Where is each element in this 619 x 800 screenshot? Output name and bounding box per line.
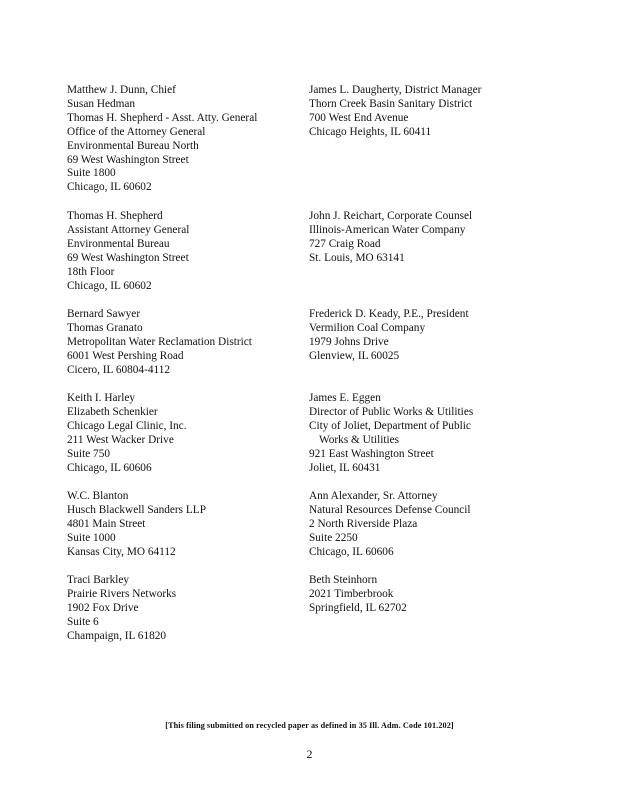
address-block xyxy=(309,490,569,560)
address-line: Glenview, IL 60025 xyxy=(309,349,400,362)
address-line: Suite 6 xyxy=(67,615,99,628)
address-line: James L. Daugherty, District Manager xyxy=(309,84,482,96)
address-line: Susan Hedman xyxy=(67,97,136,110)
address-block xyxy=(309,84,569,140)
address-line: Chicago, IL 60606 xyxy=(67,461,152,474)
address-line: Environmental Bureau xyxy=(67,237,170,250)
address-line: Office of the Attorney General xyxy=(67,125,206,138)
address-line: Metropolitan Water Reclamation District xyxy=(67,335,252,348)
address-line: City of Joliet, Department of Public xyxy=(309,419,471,432)
address-line: Beth Steinhorn xyxy=(309,574,378,586)
address-line: Kansas City, MO 64112 xyxy=(67,545,176,558)
address-line: Thomas Granato xyxy=(67,321,143,334)
address-line: Joliet, IL 60431 xyxy=(309,461,381,474)
address-line: Chicago Legal Clinic, Inc. xyxy=(67,419,187,432)
address-line: James E. Eggen xyxy=(309,392,381,404)
address-block xyxy=(67,574,327,644)
address-line: Suite 1800 xyxy=(67,167,116,180)
address-line: 1979 Johns Drive xyxy=(309,335,389,348)
address-line: Thomas H. Shepherd xyxy=(67,210,163,222)
recycled-paper-note: [This filing submitted on recycled paper as defined in 35 Ill. Adm. Code 101.202] xyxy=(165,721,454,730)
address-line: Suite 750 xyxy=(67,447,110,460)
address-block xyxy=(309,308,569,364)
address-block xyxy=(309,392,569,475)
address-block xyxy=(309,210,569,266)
address-line: Keith I. Harley xyxy=(67,392,136,404)
address-line: Husch Blackwell Sanders LLP xyxy=(67,503,206,516)
address-line: Bernard Sawyer xyxy=(67,308,141,320)
address-line: Thomas H. Shepherd - Asst. Atty. General xyxy=(67,111,258,124)
address-line: 921 East Washington Street xyxy=(309,447,434,460)
page-number: 2 xyxy=(306,747,313,761)
address-line: Frederick D. Keady, P.E., President xyxy=(309,308,469,320)
address-block xyxy=(67,392,327,475)
address-line: 2021 Timberbrook xyxy=(309,587,394,600)
address-line: 727 Craig Road xyxy=(309,237,381,250)
address-line: 1902 Fox Drive xyxy=(67,601,139,614)
address-line: Champaign, IL 61820 xyxy=(67,629,167,642)
address-line: Cicero, IL 60804-4112 xyxy=(67,363,171,376)
address-block xyxy=(67,210,327,293)
address-block xyxy=(67,84,327,195)
address-line: Works & Utilities xyxy=(319,433,400,446)
address-line: Vermilion Coal Company xyxy=(309,321,426,334)
address-line: Chicago, IL 60606 xyxy=(309,545,394,558)
address-line: Illinois-American Water Company xyxy=(309,223,466,236)
address-line: Assistant Attorney General xyxy=(67,223,190,236)
address-line: Matthew J. Dunn, Chief xyxy=(67,84,176,96)
address-line: 18th Floor xyxy=(67,265,115,278)
address-line: Ann Alexander, Sr. Attorney xyxy=(309,490,438,502)
address-line: Traci Barkley xyxy=(67,574,130,586)
address-line: John J. Reichart, Corporate Counsel xyxy=(309,210,473,222)
address-line: 69 West Washington Street xyxy=(67,251,189,264)
address-block xyxy=(309,574,569,616)
address-line: Thorn Creek Basin Sanitary District xyxy=(309,97,473,110)
address-line: Prairie Rivers Networks xyxy=(67,587,177,600)
address-line: 6001 West Pershing Road xyxy=(67,349,184,362)
address-line: W.C. Blanton xyxy=(67,490,129,502)
address-line: Natural Resources Defense Council xyxy=(309,503,471,516)
address-line: Suite 1000 xyxy=(67,531,116,544)
address-line: 700 West End Avenue xyxy=(309,111,409,124)
address-line: Elizabeth Schenkier xyxy=(67,405,158,418)
address-line: Director of Public Works & Utilities xyxy=(309,405,474,418)
address-line: Springfield, IL 62702 xyxy=(309,601,407,614)
address-line: 4801 Main Street xyxy=(67,517,146,530)
address-line: 211 West Wacker Drive xyxy=(67,433,174,446)
address-line: Chicago, IL 60602 xyxy=(67,181,152,194)
address-line: Chicago Heights, IL 60411 xyxy=(309,125,432,138)
address-block xyxy=(67,308,327,378)
address-line: St. Louis, MO 63141 xyxy=(309,251,405,264)
address-line: 69 West Washington Street xyxy=(67,153,189,166)
address-line: Chicago, IL 60602 xyxy=(67,279,152,292)
address-line: Environmental Bureau North xyxy=(67,139,199,152)
address-block xyxy=(67,490,327,560)
address-line: Suite 2250 xyxy=(309,531,358,544)
address-line: 2 North Riverside Plaza xyxy=(309,517,418,530)
